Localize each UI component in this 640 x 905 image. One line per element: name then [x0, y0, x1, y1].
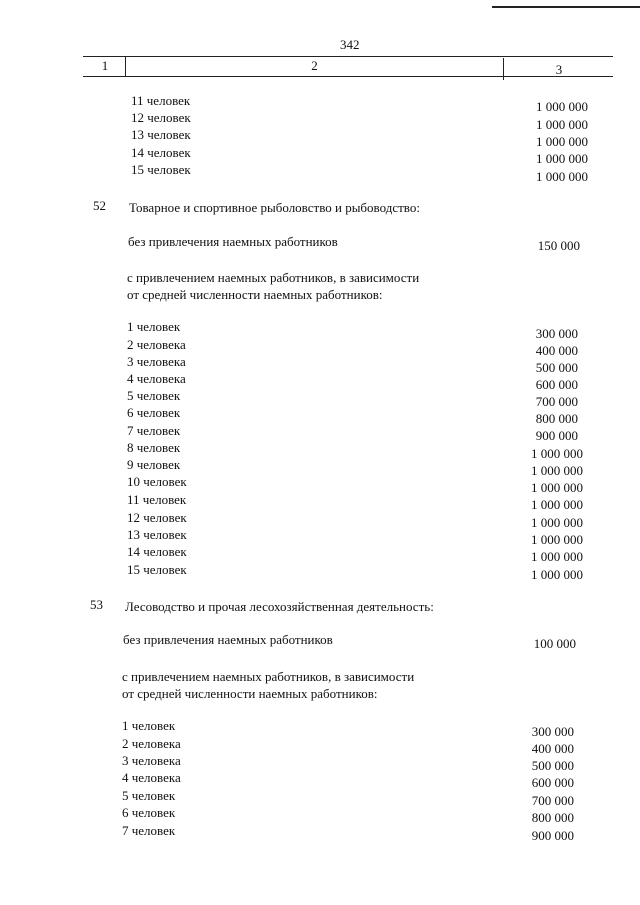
list-item-label: 13 человек: [127, 527, 187, 542]
header-col-1: 1: [101, 58, 109, 73]
list-item-label: 8 человек: [127, 440, 181, 455]
with-workers-line-1: с привлечением наемных работников, в зависимости: [122, 669, 415, 684]
list-item-value: 1 000 000: [531, 549, 583, 564]
no-workers-value: 150 000: [537, 238, 580, 253]
list-item-label: 12 человек: [127, 510, 187, 525]
list-item-label: 7 человек: [122, 823, 176, 838]
list-item-value: 1 000 000: [531, 446, 583, 461]
with-workers-line-1: с привлечением наемных работников, в зависимости: [127, 270, 420, 285]
list-item-value: 1 000 000: [536, 169, 588, 184]
list-item-value: 1 000 000: [531, 532, 583, 547]
list-item-label: 11 человек: [131, 93, 191, 108]
list-item-value: 500 000: [531, 758, 574, 773]
list-item-label: 9 человек: [127, 457, 181, 472]
list-item-label: 4 человека: [127, 371, 186, 386]
list-item-value: 500 000: [535, 360, 578, 375]
with-workers-line-2: от средней численности наемных работников:: [122, 686, 378, 701]
list-item-value: 600 000: [531, 775, 574, 790]
list-item-value: 1 000 000: [536, 99, 588, 114]
list-item-value: 400 000: [531, 741, 574, 756]
top-rule: [492, 6, 640, 8]
list-item-value: 700 000: [535, 394, 578, 409]
list-item-value: 1 000 000: [531, 480, 583, 495]
list-item-label: 14 человек: [131, 145, 191, 160]
list-item-label: 6 человек: [127, 405, 181, 420]
list-item-value: 400 000: [535, 343, 578, 358]
header-top-rule: [83, 56, 613, 57]
list-item-label: 3 человека: [122, 753, 181, 768]
list-item-value: 1 000 000: [536, 117, 588, 132]
section-number: 53: [90, 597, 103, 612]
no-workers-value: 100 000: [533, 636, 576, 651]
list-item-value: 600 000: [535, 377, 578, 392]
list-item-label: 11 человек: [127, 492, 187, 507]
list-item-label: 14 человек: [127, 544, 187, 559]
list-item-label: 4 человека: [122, 770, 181, 785]
list-item-value: 1 000 000: [536, 151, 588, 166]
list-item-label: 7 человек: [127, 423, 181, 438]
page-number: 342: [340, 37, 360, 52]
list-item-label: 3 человека: [127, 354, 186, 369]
header-col-3: 3: [555, 62, 563, 77]
list-item-label: 1 человек: [122, 718, 176, 733]
list-item-label: 13 человек: [131, 127, 191, 142]
list-item-label: 15 человек: [131, 162, 191, 177]
list-item-value: 800 000: [531, 810, 574, 825]
list-item-value: 1 000 000: [531, 567, 583, 582]
no-workers-label: без привлечения наемных работников: [128, 234, 338, 249]
list-item-label: 6 человек: [122, 805, 176, 820]
list-item-label: 10 человек: [127, 474, 187, 489]
list-item-value: 900 000: [531, 828, 574, 843]
with-workers-line-2: от средней численности наемных работников:: [127, 287, 383, 302]
list-item-value: 700 000: [531, 793, 574, 808]
section-title: Товарное и спортивное рыболовство и рыбоводство:: [129, 200, 420, 215]
list-item-value: 1 000 000: [536, 134, 588, 149]
list-item-value: 1 000 000: [531, 463, 583, 478]
list-item-label: 12 человек: [131, 110, 191, 125]
section-title: Лесоводство и прочая лесохозяйственная деятельность:: [125, 599, 434, 614]
list-item-value: 800 000: [535, 411, 578, 426]
list-item-label: 5 человек: [127, 388, 181, 403]
no-workers-label: без привлечения наемных работников: [123, 632, 333, 647]
list-item-value: 900 000: [535, 428, 578, 443]
list-item-label: 2 человека: [122, 736, 181, 751]
list-item-label: 15 человек: [127, 562, 187, 577]
list-item-value: 1 000 000: [531, 497, 583, 512]
list-item-value: 300 000: [535, 326, 578, 341]
section-number: 52: [93, 198, 106, 213]
list-item-label: 1 человек: [127, 319, 181, 334]
list-item-value: 1 000 000: [531, 515, 583, 530]
header-col-2: 2: [311, 58, 318, 73]
list-item-value: 300 000: [531, 724, 574, 739]
list-item-label: 5 человек: [122, 788, 176, 803]
list-item-label: 2 человека: [127, 337, 186, 352]
